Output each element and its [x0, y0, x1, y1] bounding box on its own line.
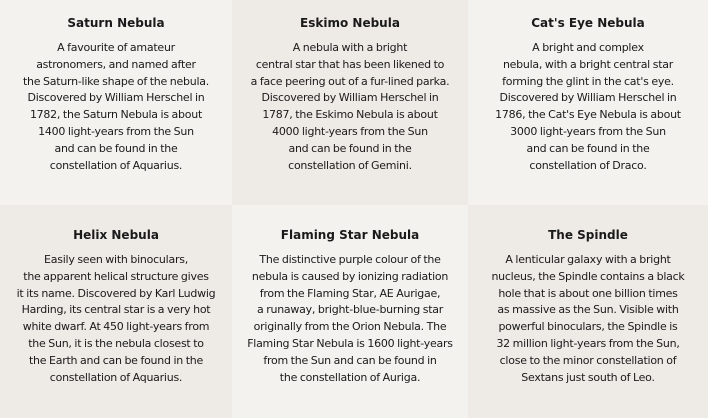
- description-line: Harding, its central star is a very hot: [21, 303, 211, 317]
- description-line: 4000 light-years from the Sun: [272, 124, 428, 138]
- description-line: from the Sun and can be found in: [263, 353, 437, 367]
- description-line: A favourite of amateur: [57, 41, 175, 54]
- description-line: it its name. Discovered by Karl Ludwig: [16, 286, 216, 300]
- card-title: The Spindle: [548, 228, 628, 242]
- description-line: the Sun, it is the nebula closest to: [28, 336, 204, 350]
- description-line: originally from the Orion Nebula. The: [253, 320, 447, 334]
- description-line: Discovered by William Herschel in: [27, 91, 205, 105]
- card-description: [236, 40, 464, 174]
- description-line: the apparent helical structure gives: [23, 269, 209, 283]
- description-line: Easily seen with binoculars,: [44, 253, 188, 266]
- description-line: and can be found in the: [526, 141, 650, 155]
- description-line: 1786, the Cat's Eye Nebula is about: [495, 108, 681, 122]
- description-line: Sextans just south of Leo.: [521, 370, 655, 384]
- description-line: constellation of Gemini.: [288, 158, 412, 172]
- nebula-card-helix: [0, 205, 232, 418]
- description-line: A nebula with a bright: [292, 41, 408, 54]
- description-line: 1787, the Eskimo Nebula is about: [262, 108, 438, 122]
- card-description: [4, 40, 228, 174]
- description-line: the Saturn-like shape of the nebula.: [22, 74, 209, 88]
- card-title: Cat's Eye Nebula: [531, 16, 645, 30]
- description-line: A bright and complex: [532, 41, 644, 54]
- description-line: and can be found in the: [54, 141, 178, 155]
- description-line: from the Flaming Star, AE Aurigae,: [259, 286, 441, 300]
- description-line: a runaway, bright-blue-burning star: [256, 303, 444, 317]
- description-line: the Earth and can be found in the: [28, 353, 204, 367]
- description-line: 3000 light-years from the Sun: [510, 124, 666, 138]
- description-line: 1400 light-years from the Sun: [38, 124, 194, 138]
- description-line: A lenticular galaxy with a bright: [505, 253, 671, 266]
- nebula-card-flaming-star: [232, 205, 468, 418]
- description-line: 1782, the Saturn Nebula is about: [29, 108, 203, 122]
- description-line: astronomers, and named after: [36, 57, 196, 71]
- nebula-card-cats-eye: [468, 0, 708, 205]
- card-title: Eskimo Nebula: [300, 16, 400, 30]
- description-line: nucleus, the Spindle contains a black: [491, 269, 685, 283]
- description-line: the constellation of Auriga.: [279, 370, 421, 384]
- nebula-card-spindle: [468, 205, 708, 418]
- description-line: Flaming Star Nebula is 1600 light-years: [247, 336, 453, 350]
- card-description: [236, 252, 464, 386]
- nebula-card-saturn: [0, 0, 232, 205]
- description-line: central star that has been likened to: [255, 57, 445, 71]
- description-line: forming the glint in the cat's eye.: [502, 74, 674, 88]
- card-description: [472, 252, 704, 386]
- card-title: Saturn Nebula: [67, 16, 165, 30]
- description-line: powerful binoculars, the Spindle is: [498, 320, 678, 334]
- nebula-card-eskimo: [232, 0, 468, 205]
- description-line: 32 million light-years from the Sun,: [496, 336, 680, 350]
- card-title: Flaming Star Nebula: [280, 228, 420, 242]
- description-line: as massive as the Sun. Visible with: [497, 303, 679, 317]
- card-description: [472, 40, 704, 174]
- description-line: close to the minor constellation of: [499, 353, 677, 367]
- description-line: Discovered by William Herschel in: [261, 91, 439, 105]
- description-line: Discovered by William Herschel in: [499, 91, 677, 105]
- description-line: and can be found in the: [288, 141, 412, 155]
- description-line: nebula is caused by ionizing radiation: [251, 269, 449, 283]
- description-line: constellation of Aquarius.: [49, 158, 183, 172]
- description-line: constellation of Draco.: [529, 158, 647, 172]
- description-line: constellation of Aquarius.: [49, 370, 183, 384]
- description-line: a face peering out of a fur-lined parka.: [250, 74, 450, 88]
- description-line: white dwarf. At 450 light-years from: [22, 320, 210, 334]
- card-title: Helix Nebula: [73, 228, 159, 242]
- description-line: hole that is about one billion times: [498, 286, 678, 300]
- description-line: nebula, with a bright central star: [502, 57, 674, 71]
- description-line: The distinctive purple colour of the: [259, 253, 441, 266]
- card-description: [4, 252, 228, 386]
